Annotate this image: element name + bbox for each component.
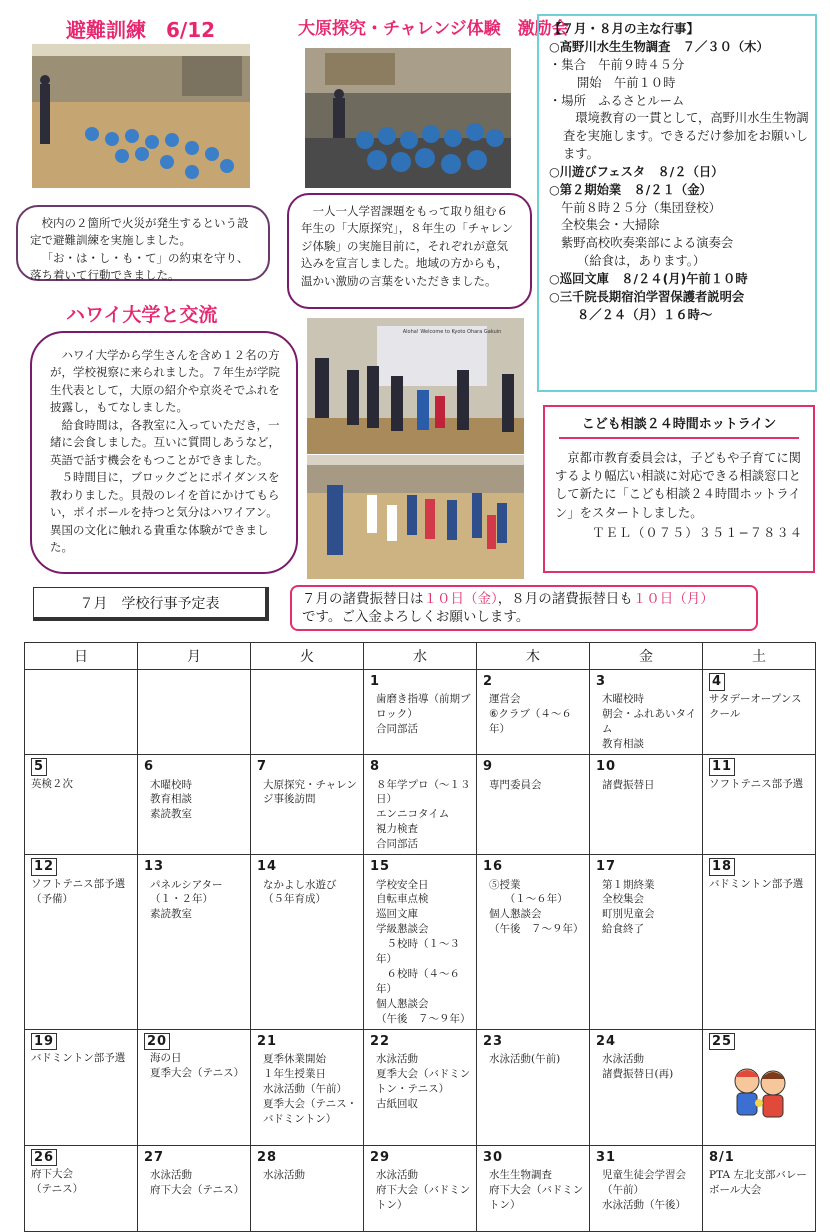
- hawaii-bubble: [30, 331, 298, 574]
- day-number: 12: [31, 858, 57, 876]
- children-illustration-icon: [725, 1063, 795, 1123]
- day-events: ソフトテニス部予選: [709, 777, 804, 790]
- day-events: 運営会 ⑥クラブ（４～６年）: [489, 693, 572, 736]
- day-number: 19: [31, 1033, 57, 1051]
- event-term2-l2: 紫野高校吹奏楽部による演奏会: [561, 236, 734, 251]
- day-events: 歯磨き指導（前期ブロック） 合同部活: [376, 693, 471, 736]
- hawaii-photo-2: [307, 455, 524, 579]
- event-festa: ○川遊びフェスタ ８/２（日）: [549, 164, 724, 179]
- hawaii-photo-banner: Aloha! Welcome to Kyoto Ohara Gakuin: [402, 329, 502, 335]
- day-number: 4: [709, 673, 725, 691]
- notice-part-3: です。ご入金よろしくお願いします。: [302, 609, 530, 626]
- event-meeting: ○三千院長期宿泊学習保護者説明会: [549, 289, 745, 304]
- day-number: 27: [144, 1149, 165, 1165]
- hawaii-text-1: ハワイ大学から学生さんを含め１２名の方が，学校視察に来られました。７年生が学院生代表として，大原の紹介や京炎そでふれを披露し，もてなしました。: [50, 348, 280, 415]
- hotline-title: こども相談２４時間ホットライン: [559, 415, 799, 439]
- calendar-day-cell: [138, 670, 251, 755]
- weekday-fri: 金: [590, 643, 703, 670]
- day-number: 18: [709, 858, 735, 876]
- calendar-day-cell: [251, 855, 364, 1030]
- day-number: 21: [257, 1033, 278, 1049]
- day-events: ⑤授業 （１～６年） 個人懇談会 （午後 ７～９年）: [489, 878, 584, 936]
- day-number: 28: [257, 1149, 278, 1165]
- calendar-day-cell: [251, 755, 364, 855]
- events-heading: 【７月・８月の主な行事】: [549, 21, 700, 36]
- weekday-thu: 木: [477, 643, 590, 670]
- notice-date-1: １０日（金）: [423, 591, 498, 607]
- hawaii-text-3: ５時間目に，ブロックごとにポイダンスを教わりました。貝殻のレイを首にかけてもらい，ポイボールを持つと気分はハワイアン。異国の文化に触れる貴重な体験ができました。: [50, 470, 280, 555]
- day-number: 30: [483, 1149, 504, 1165]
- calendar-day-cell: [590, 755, 703, 855]
- day-number: 8/1: [709, 1149, 735, 1165]
- weekday-mon: 月: [138, 643, 251, 670]
- day-number: 22: [370, 1033, 391, 1049]
- day-events: 水泳活動(午前): [489, 1053, 561, 1066]
- day-events: サタデーオープンスクール: [709, 692, 802, 720]
- day-number: 16: [483, 859, 504, 875]
- calendar-day-cell: [703, 1029, 816, 1145]
- calendar-week-row: [25, 855, 816, 1030]
- event-survey-gather: ・集合 午前９時４５分: [549, 57, 685, 72]
- calendar-day-cell: [364, 855, 477, 1030]
- calendar-day-cell: [138, 1145, 251, 1231]
- drill-title: 避難訓練 6/12: [66, 18, 216, 42]
- calendar-day-cell: [703, 670, 816, 755]
- day-number: 26: [31, 1149, 57, 1167]
- day-number: 8: [370, 759, 381, 775]
- event-survey-title: ○高野川水生生物調査 ７／３０（木）: [549, 40, 769, 55]
- challenge-text: 一人一人学習課題をもって取り組む６年生の「大原探究」，８年生の「チャレンジ体験」の実施目前に，それぞれが意気込みを宣言しました。地域の方からも，温かい激励の言葉をいただきました。: [301, 204, 514, 288]
- day-events: 夏季休業開始 １年生授業日 水泳活動（午前） 夏季大会（テニス・バドミントン）: [263, 1053, 358, 1125]
- calendar-day-cell: [364, 1029, 477, 1145]
- calendar-day-cell: [138, 1029, 251, 1145]
- day-number: 15: [370, 859, 391, 875]
- day-events: 水泳活動 夏季大会（バドミントン・テニス） 古紙回収: [376, 1053, 471, 1110]
- calendar-day-cell: [364, 755, 477, 855]
- calendar-day-cell: [703, 855, 816, 1030]
- calendar-week-row: [25, 1029, 816, 1145]
- day-number: 5: [31, 758, 47, 776]
- hotline-box: [543, 405, 815, 573]
- day-events: 英検２次: [31, 777, 73, 790]
- calendar-day-cell: [477, 1145, 590, 1231]
- notice-part-2: ，８月の諸費振替日も: [497, 591, 633, 607]
- drill-text-1: 校内の２箇所で火災が発生するという設定で避難訓練を実施しました。: [30, 216, 249, 248]
- calendar-day-cell: [477, 755, 590, 855]
- day-number: 14: [257, 859, 278, 875]
- day-number: 17: [596, 859, 617, 875]
- calendar-day-cell: [590, 855, 703, 1030]
- calendar-day-cell: [25, 1145, 138, 1231]
- hawaii-title: ハワイ大学と交流: [66, 304, 218, 326]
- day-number: 7: [257, 759, 268, 775]
- drill-photo: [32, 44, 250, 188]
- day-events: ８年学プロ（～１３日） エンニコタイム 視力検査 合同部活: [376, 778, 471, 851]
- hawaii-photo-1: [307, 318, 524, 454]
- events-box: [537, 14, 817, 392]
- calendar-day-cell: [590, 670, 703, 755]
- calendar-day-cell: [251, 1029, 364, 1145]
- day-events: 水泳活動 府下大会（テニス）: [150, 1169, 245, 1196]
- day-number: 1: [370, 674, 381, 689]
- day-events: 水泳活動 諸費振替日(再): [602, 1053, 674, 1080]
- day-number: 23: [483, 1033, 504, 1049]
- calendar-day-cell: [138, 855, 251, 1030]
- day-events: なかよし水遊び （５年育成）: [263, 878, 337, 906]
- calendar-day-cell: [364, 670, 477, 755]
- calendar-day-cell: [25, 670, 138, 755]
- calendar-day-cell: [25, 855, 138, 1030]
- event-survey-start: 開始 午前１０時: [577, 75, 676, 90]
- calendar-day-cell: [703, 1145, 816, 1231]
- calendar-day-cell: [477, 670, 590, 755]
- calendar-week-row: [25, 670, 816, 755]
- day-number: 3: [596, 674, 607, 689]
- day-events: ソフトテニス部予選（予備）: [31, 877, 126, 905]
- calendar-day-cell: [138, 755, 251, 855]
- calendar-day-cell: [477, 1029, 590, 1145]
- day-events: 諸費振替日: [602, 778, 655, 791]
- challenge-title: 大原探究・チャレンジ体験 激励会: [298, 19, 569, 39]
- day-number: 13: [144, 859, 165, 875]
- day-events: 木曜校時 朝会・ふれあいタイム 教育相談: [602, 693, 697, 751]
- calendar-day-cell: [703, 755, 816, 855]
- day-number: 20: [144, 1033, 170, 1051]
- day-events: バドミントン部予選: [31, 1052, 126, 1065]
- hotline-tel: ＴＥＬ（０７５）３５１−７８３４: [592, 526, 803, 541]
- event-bunko: ○巡回文庫 ８/２４(月)午前１０時: [549, 271, 748, 286]
- day-events: 水泳活動 府下大会（バドミントン）: [376, 1169, 471, 1211]
- hawaii-text-2: 給食時間は，各教室に入っていただき，一緒に会食しました。互いに質問しあうなど，英語で話す機会をもつことができました。: [50, 417, 280, 467]
- day-events: PTA 左北支部バレーボール大会: [709, 1169, 807, 1196]
- day-events: 水泳活動: [263, 1169, 305, 1182]
- schedule-title: ７月 学校行事予定表: [33, 587, 269, 621]
- payment-notice: [290, 585, 758, 631]
- calendar-week-row: [25, 1145, 816, 1231]
- notice-part-1: ７月の諸費振替日は: [302, 591, 424, 607]
- weekday-tue: 火: [251, 643, 364, 670]
- hotline-text: 京都市教育委員会は，子どもや子育てに関するより幅広い相談に対応できる相談窓口として新たに「こども相談２４時間ホットライン」をスタートしました。: [555, 450, 801, 520]
- calendar-day-cell: [477, 855, 590, 1030]
- event-term2: ○第２期始業 ８/２１（金）: [549, 182, 712, 197]
- day-number: 29: [370, 1149, 391, 1165]
- calendar-day-cell: [590, 1145, 703, 1231]
- day-events: 水生生物調査 府下大会（バドミントン）: [489, 1169, 584, 1211]
- day-number: 11: [709, 758, 735, 776]
- day-number: 25: [709, 1033, 735, 1051]
- event-survey-note: 環境教育の一貫として，高野川水生生物調査を実施します。できるだけ参加をお願いします。: [563, 111, 809, 162]
- day-events: 学校安全日 自転車点検 巡回文庫 学級懇談会 ５校時（１～３年） ６校時（４～６年） 個人懇談会 （午後 ７～９年）: [376, 878, 471, 1025]
- day-number: 31: [596, 1149, 617, 1165]
- day-events: 専門委員会: [489, 778, 542, 791]
- day-events: 海の日 夏季大会（テニス）: [150, 1052, 245, 1080]
- day-number: 9: [483, 759, 494, 775]
- day-events: 木曜校時 教育相談 素読教室: [150, 778, 192, 821]
- event-meeting-time: ８／２４（月）１６時～: [577, 307, 713, 322]
- day-events: 大原探究・チャレンジ事後訪問: [263, 778, 357, 806]
- weekday-sat: 土: [703, 643, 816, 670]
- drill-text-2: 「お・は・し・も・て」の約束を守り、落ち着いて行動できました。: [30, 250, 249, 283]
- calendar-day-cell: [364, 1145, 477, 1231]
- day-number: 24: [596, 1033, 617, 1049]
- event-term2-l3: （給食は，あります。）: [577, 254, 706, 269]
- weekday-sun: 日: [25, 643, 138, 670]
- day-events: パネルシアター （１・２年） 素読教室: [150, 878, 223, 921]
- day-events: 府下大会 （テニス）: [31, 1168, 84, 1196]
- calendar-table: [24, 642, 816, 1232]
- calendar-day-cell: [590, 1029, 703, 1145]
- day-number: 2: [483, 674, 494, 689]
- calendar-day-cell: [251, 670, 364, 755]
- event-term2-l1: 全校集会・大掃除: [561, 218, 660, 233]
- calendar-day-cell: [251, 1145, 364, 1231]
- weekday-wed: 水: [364, 643, 477, 670]
- challenge-bubble: [287, 193, 532, 309]
- day-events: 第１期終業 全校集会 町別児童会 給食終了: [602, 878, 655, 936]
- day-events: 児童生徒会学習会 （午前） 水泳活動（午後）: [602, 1169, 686, 1211]
- calendar-body: [25, 670, 816, 1232]
- challenge-photo: [305, 48, 511, 188]
- event-term2-time: 午前８時２５分（集団登校）: [561, 200, 721, 215]
- event-survey-place: ・場所 ふるさとルーム: [549, 93, 685, 108]
- notice-date-2: １０日（月）: [632, 591, 714, 607]
- calendar-header-row: [25, 643, 816, 670]
- day-number: 6: [144, 759, 155, 775]
- calendar-week-row: [25, 755, 816, 855]
- day-events: バドミントン部予選: [709, 877, 804, 890]
- day-number: 10: [596, 759, 617, 775]
- drill-bubble: [16, 205, 270, 281]
- calendar-day-cell: [25, 755, 138, 855]
- calendar-day-cell: [25, 1029, 138, 1145]
